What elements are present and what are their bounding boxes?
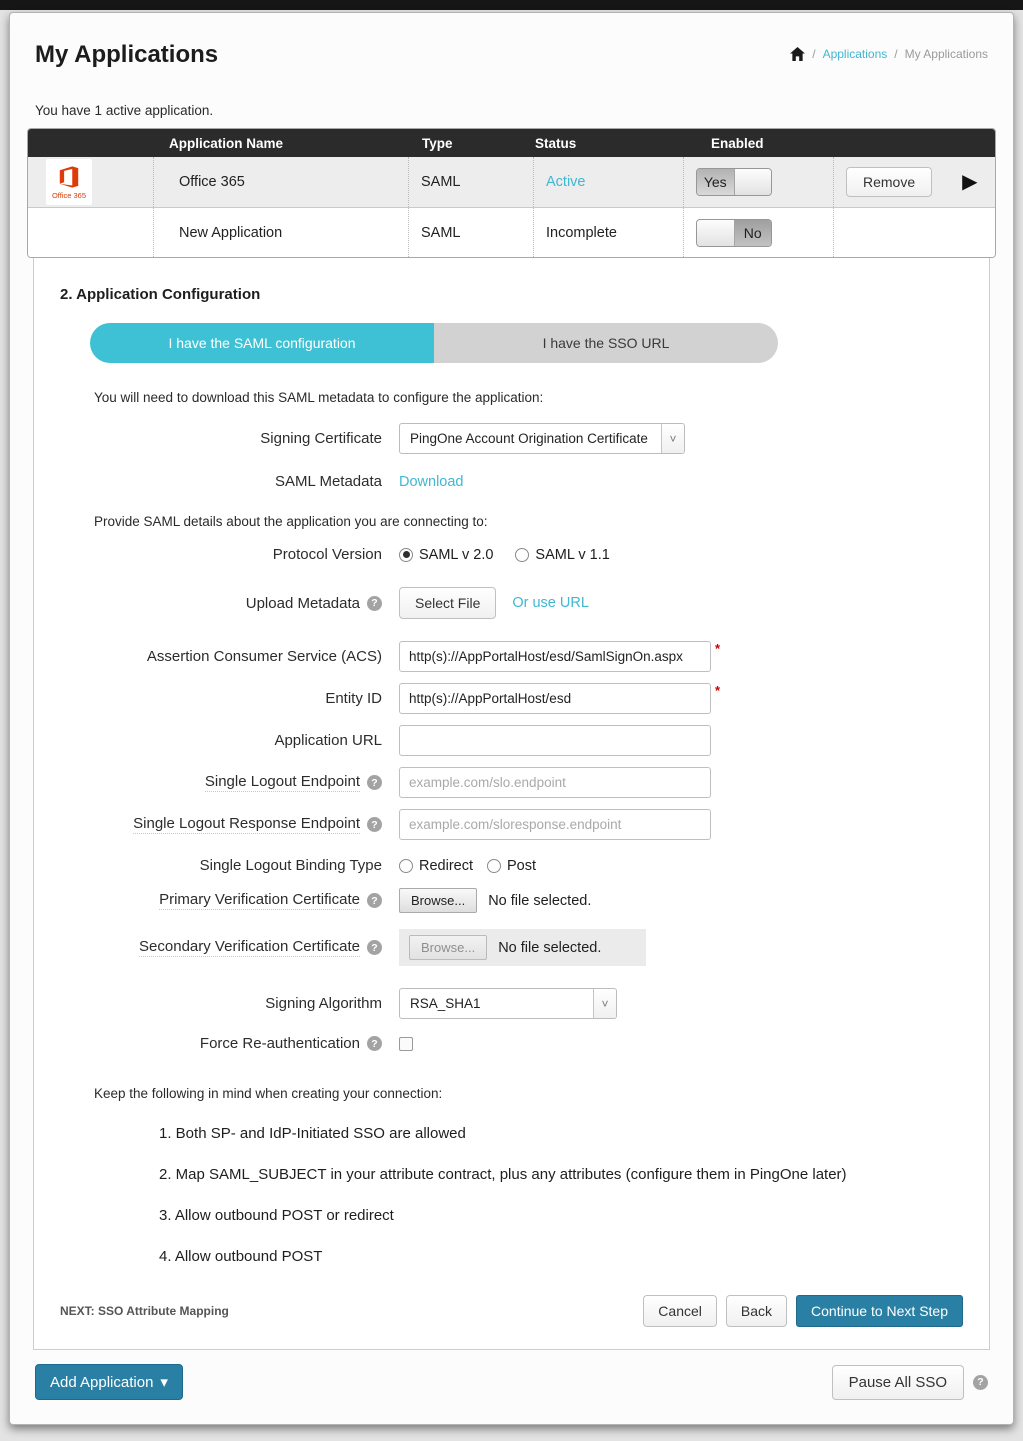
- panel-footer: [34, 1265, 989, 1349]
- metadata-intro-text: You will need to download this SAML metadata to configure the application:: [94, 390, 544, 405]
- force-reauthentication-label: Force Re-authentication: [199, 1035, 360, 1052]
- table-row-office365: [28, 157, 995, 207]
- toggle-off-label: No: [735, 220, 772, 246]
- secondary-verification-certificate-label: Secondary Verification Certificate: [139, 938, 360, 955]
- help-icon[interactable]: ?: [367, 940, 382, 955]
- download-metadata-link[interactable]: Download: [399, 473, 464, 490]
- application-name: New Application: [153, 208, 408, 257]
- help-icon[interactable]: ?: [367, 1036, 382, 1051]
- note-item: 1. Both SP- and IdP-Initiated SSO are allowed: [159, 1125, 466, 1142]
- primary-verification-certificate-label: Primary Verification Certificate: [159, 891, 360, 908]
- table-header-row: [28, 129, 995, 157]
- breadcrumb-separator: /: [894, 47, 898, 61]
- cancel-button[interactable]: Cancel: [643, 1295, 717, 1327]
- office365-logo: [46, 159, 92, 205]
- application-status: Incomplete: [533, 208, 683, 257]
- radio-saml-v11[interactable]: SAML v 1.1: [515, 547, 609, 563]
- upload-metadata-label: Upload Metadata: [245, 594, 360, 612]
- column-header-status: Status: [535, 135, 577, 151]
- caret-down-icon: ▾: [160, 1374, 168, 1391]
- slo-endpoint-input[interactable]: [399, 767, 711, 798]
- toggle-knob: [697, 220, 735, 246]
- help-icon[interactable]: ?: [367, 893, 382, 908]
- application-url-input[interactable]: [399, 725, 711, 756]
- radio-saml-v2[interactable]: SAML v 2.0: [399, 547, 493, 563]
- signing-algorithm-select[interactable]: [399, 988, 617, 1019]
- application-name: Office 365: [153, 157, 408, 207]
- column-header-enabled: Enabled: [711, 135, 764, 151]
- chevron-down-icon: ˅: [661, 424, 684, 453]
- note-item: 3. Allow outbound POST or redirect: [159, 1207, 394, 1224]
- section-heading: 2. Application Configuration: [60, 286, 261, 303]
- continue-to-next-step-button[interactable]: Continue to Next Step: [796, 1295, 963, 1327]
- notes-intro: Keep the following in mind when creating your connection:: [94, 1086, 443, 1101]
- enabled-toggle-new-application[interactable]: [696, 219, 772, 247]
- help-icon[interactable]: ?: [367, 596, 382, 611]
- saml-metadata-label: SAML Metadata: [275, 473, 382, 490]
- entity-id-label: Entity ID: [325, 690, 382, 707]
- next-step-label: NEXT: SSO Attribute Mapping: [60, 1304, 229, 1318]
- signing-certificate-select[interactable]: [399, 423, 685, 454]
- page-header: [27, 13, 996, 69]
- toggle-knob: [734, 169, 772, 195]
- application-configuration-panel: [33, 258, 990, 1350]
- primary-cert-browse-button[interactable]: Browse...: [399, 888, 477, 913]
- provide-saml-details-text: Provide SAML details about the application you are connecting to:: [94, 514, 488, 529]
- slo-endpoint-label: Single Logout Endpoint: [204, 773, 360, 790]
- signing-algorithm-label: Signing Algorithm: [265, 995, 382, 1012]
- slo-response-endpoint-input[interactable]: [399, 809, 711, 840]
- add-application-button[interactable]: Add Application ▾: [35, 1364, 183, 1400]
- breadcrumb-current: My Applications: [904, 47, 988, 61]
- secondary-cert-file-status: No file selected.: [498, 939, 602, 956]
- enabled-toggle-office365[interactable]: [696, 168, 772, 196]
- application-url-label: Application URL: [274, 732, 382, 749]
- secondary-cert-disabled-area: [399, 929, 646, 966]
- radio-icon: [399, 859, 413, 873]
- slo-binding-type-label: Single Logout Binding Type: [199, 857, 382, 874]
- bottom-bar: [27, 1350, 996, 1404]
- window-top-edge: [0, 0, 1023, 10]
- pause-all-sso-button[interactable]: Pause All SSO: [832, 1365, 964, 1400]
- remove-button[interactable]: Remove: [846, 167, 932, 197]
- secondary-cert-browse-button[interactable]: Browse...: [409, 935, 487, 960]
- breadcrumb-separator: /: [812, 47, 816, 61]
- signing-algorithm-value: RSA_SHA1: [410, 996, 481, 1011]
- entity-id-input[interactable]: [399, 683, 711, 714]
- radio-icon: [487, 859, 501, 873]
- radio-icon: [515, 548, 529, 562]
- primary-cert-file-status: No file selected.: [488, 892, 592, 909]
- slo-response-endpoint-label: Single Logout Response Endpoint: [133, 815, 360, 832]
- saml-configuration-form: [34, 423, 989, 1052]
- tab-saml-configuration[interactable]: I have the SAML configuration: [90, 323, 434, 363]
- acs-label: Assertion Consumer Service (ACS): [146, 648, 382, 665]
- help-icon[interactable]: ?: [367, 817, 382, 832]
- use-url-link[interactable]: Or use URL: [512, 595, 589, 611]
- office365-logo-caption: Office 365: [51, 191, 87, 200]
- radio-post[interactable]: Post: [487, 858, 536, 874]
- my-applications-window: [9, 12, 1014, 1425]
- signing-certificate-value: PingOne Account Origination Certificate: [410, 431, 648, 446]
- applications-table: [27, 128, 996, 258]
- active-application-summary: You have 1 active application.: [35, 103, 214, 118]
- expand-row-icon[interactable]: ▶: [962, 171, 978, 193]
- note-item: 2. Map SAML_SUBJECT in your attribute contract, plus any attributes (configure them in PingOne later): [159, 1166, 847, 1183]
- radio-redirect[interactable]: Redirect: [399, 858, 473, 874]
- application-type: SAML: [408, 157, 533, 207]
- required-asterisk: *: [715, 641, 721, 656]
- table-row-new-application: [28, 207, 995, 257]
- signing-certificate-label: Signing Certificate: [260, 430, 382, 447]
- column-header-name: Application Name: [169, 135, 284, 151]
- help-icon[interactable]: ?: [973, 1375, 988, 1390]
- help-icon[interactable]: ?: [367, 775, 382, 790]
- radio-icon: [399, 548, 413, 562]
- required-asterisk: *: [715, 683, 721, 698]
- column-header-type: Type: [422, 135, 453, 151]
- home-icon[interactable]: [790, 47, 805, 61]
- configuration-tabs: [90, 323, 778, 363]
- force-reauthentication-checkbox[interactable]: [399, 1037, 413, 1051]
- note-item: 4. Allow outbound POST: [159, 1248, 323, 1265]
- breadcrumb: [790, 41, 988, 61]
- application-type: SAML: [408, 208, 533, 257]
- back-button[interactable]: Back: [726, 1295, 787, 1327]
- tab-sso-url[interactable]: I have the SSO URL: [434, 323, 778, 363]
- chevron-down-icon: ˅: [593, 989, 616, 1018]
- acs-input[interactable]: [399, 641, 711, 672]
- breadcrumb-link-applications[interactable]: Applications: [822, 47, 888, 61]
- application-status: Active: [533, 157, 683, 207]
- toggle-on-label: Yes: [697, 169, 734, 195]
- protocol-version-label: Protocol Version: [272, 546, 382, 563]
- page-title: My Applications: [35, 41, 219, 68]
- select-file-button[interactable]: Select File: [399, 587, 496, 619]
